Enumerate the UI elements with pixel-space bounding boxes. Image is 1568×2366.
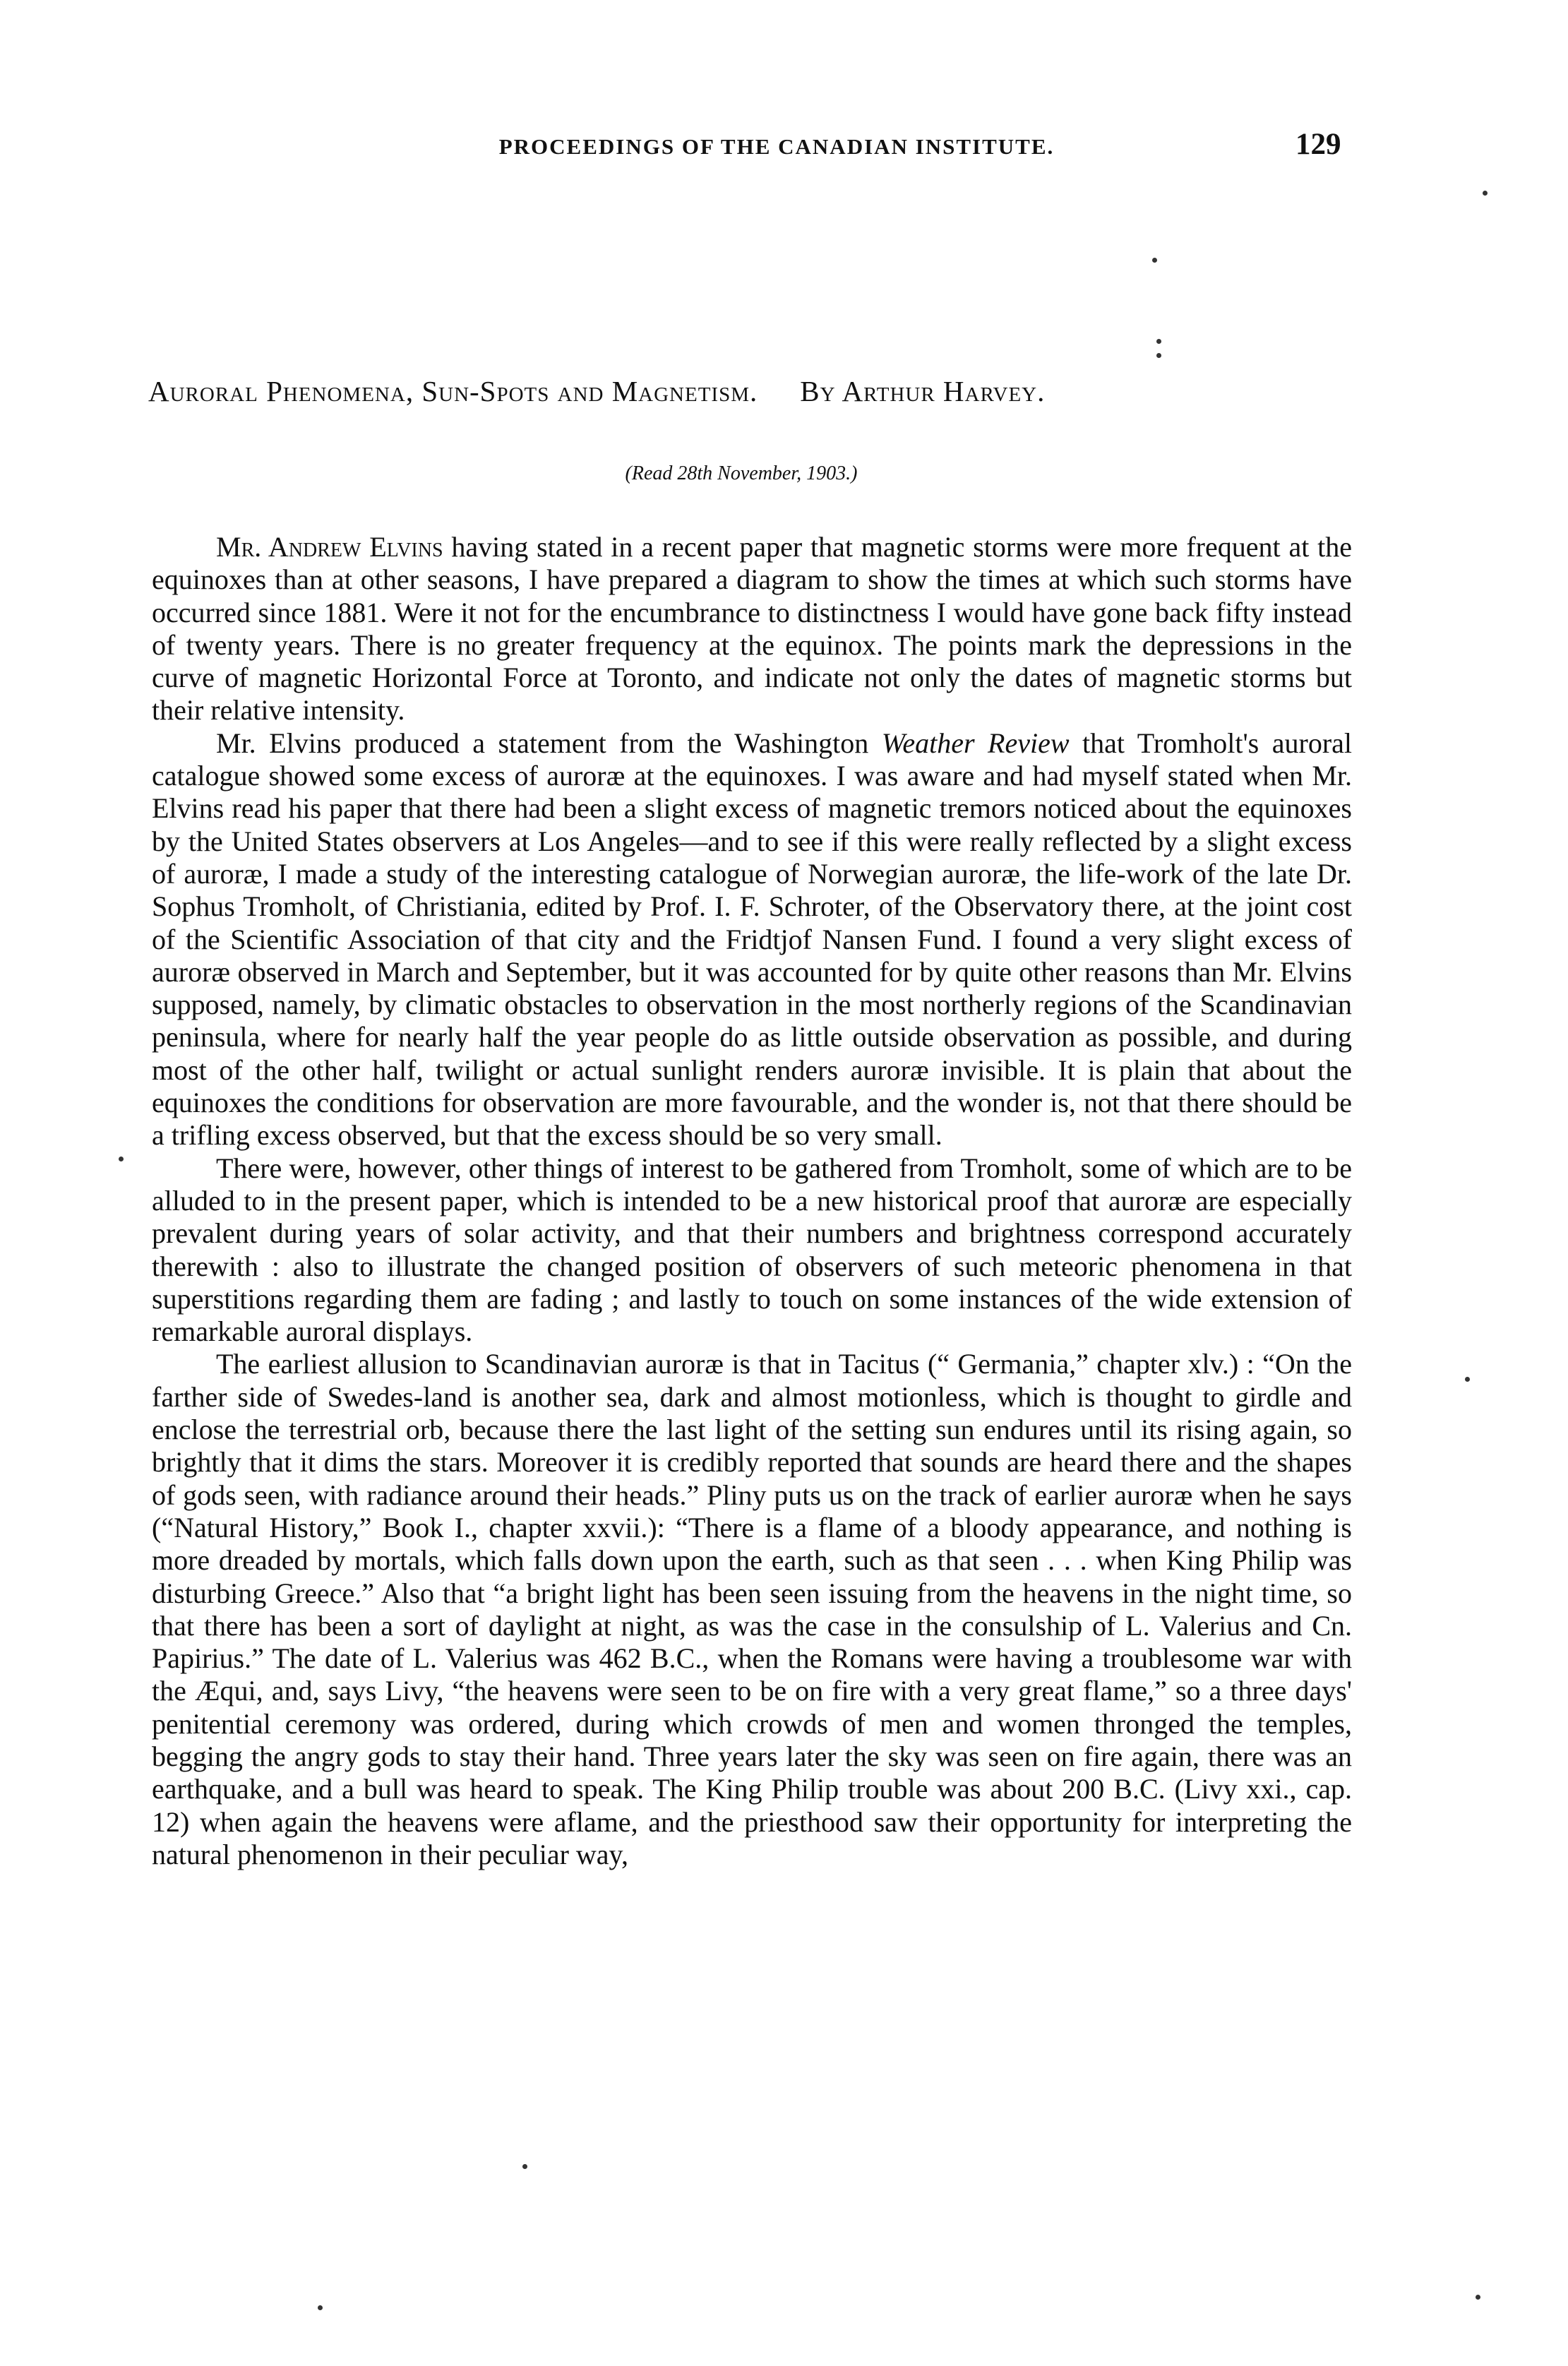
article-title: Auroral Phenomena, Sun-Spots and Magnetism. bbox=[148, 375, 758, 407]
article-body bbox=[152, 531, 1352, 1871]
page-number: 129 bbox=[1295, 128, 1341, 161]
print-speck bbox=[1156, 353, 1161, 358]
read-date: (Read 28th November, 1903.) bbox=[625, 462, 858, 484]
paragraph-1-text: having stated in a recent paper that magnetic storms were more frequent at the equinoxes than at other seasons, I have prepared a diagram to show the times at which such storms have occurred since 1881. Were it not for the encumbrance to distinctness I would have gone back fifty instead of twenty years. There is no greater frequency at the equinox. The points mark the depressions in the curve of magnetic Horizontal Force at Toronto, and indicate not only the dates of magnetic storms but their relative intensity. bbox=[152, 531, 1353, 727]
paragraph-1 bbox=[152, 531, 1352, 727]
print-speck bbox=[318, 2305, 323, 2310]
print-speck bbox=[1156, 339, 1161, 344]
print-speck bbox=[1152, 258, 1157, 263]
paragraph-3: There were, however, other things of interest to be gathered from Tromholt, some of which are to be alluded to in the present paper, which is intended to be a new historical proof that auroræ are especially prevalent during years of solar activity, and that their numbers and brightness correspond accurately therewith : also to illustrate the changed position of observers of such meteoric phenomena in that superstitions regarding them are fading ; and lastly to touch on some instances of the wide extension of remarkable auroral displays. bbox=[152, 1152, 1352, 1348]
paragraph-lead: Mr. Andrew Elvins bbox=[216, 531, 443, 563]
print-speck bbox=[1476, 2295, 1480, 2300]
article-title-line bbox=[148, 374, 1419, 408]
paragraph-2 bbox=[152, 727, 1352, 1152]
print-speck bbox=[1483, 191, 1488, 196]
paragraph-4: The earliest allusion to Scandinavian auroræ is that in Tacitus (“ Germania,” chapter xlv.) : “On the farther side of Swedes-land is another sea, dark and almost motionless, which is thought to girdle and enclose the terrestrial orb, because there the last light of the setting sun endures until its rising again, so brightly that it dims the stars. Moreover it is credibly reported that sounds are heard there and the shapes of gods seen, with radiance around their heads.” Pliny puts us on the track of earlier auroræ when he says (“Natural History,” Book I., chapter xxvii.): “There is a flame of a bloody appearance, and nothing is more dreaded by mortals, which falls down upon the earth, such as that seen . . . when King Philip was disturbing Greece.” Also that “a bright light has been seen issuing from the heavens in the night time, so that there has been a sort of daylight at night, as was the case in the consulship of L. Valerius and Cn. Papirius.” The date of L. Valerius was 462 B.C., when the Romans were having a troublesome war with the Æqui, and, says Livy, “the heavens were seen to be on fire with a very great flame,” so a three days' penitential ceremony was ordered, during which crowds of men and women thronged the temples, begging the angry gods to stay their hand. Three years later the sky was seen on fire again, there was an earthquake, and a bull was heard to speak. The King Philip trouble was about 200 B.C. (Livy xxi., cap. 12) when again the heavens were aflame, and the priesthood saw their opportunity for interpreting the natural phenomenon in their peculiar way, bbox=[152, 1348, 1352, 1870]
paragraph-2-text-b: that Tromholt's auroral catalogue showed some excess of auroræ at the equinoxes. I was aware and had myself stated when Mr. Elvins read his paper that there had been a slight excess of magnetic tremors noticed about the equinoxes by the United States observers at Los Angeles—and to see if this were really reflected by a slight excess of auroræ, I made a study of the interesting catalogue of Norwegian auroræ, the life-work of the late Dr. Sophus Tromholt, of Christiania, edited by Prof. I. F. Schroter, of the Observatory there, at the joint cost of the Scientific Association of that city and the Fridtjof Nansen Fund. I found a very slight excess of auroræ observed in March and September, but it was accounted for by quite other reasons than Mr. Elvins supposed, namely, by climatic obstacles to observation in the most northerly regions of the Scandinavian peninsula, where for nearly half the year people do as little outside observation as possible, and during most of the other half, twilight or actual sunlight renders auroræ invisible. It is plain that about the equinoxes the conditions for observation are more favourable, and the wonder is, not that there should be a trifling excess observed, but that the excess should be so very small. bbox=[152, 727, 1353, 1152]
print-speck bbox=[522, 2164, 527, 2169]
running-header: PROCEEDINGS OF THE CANADIAN INSTITUTE. bbox=[498, 134, 1055, 159]
print-speck bbox=[119, 1157, 124, 1161]
print-speck bbox=[1465, 1377, 1470, 1382]
publication-title: Weather Review bbox=[881, 727, 1070, 759]
article-byline: By Arthur Harvey. bbox=[800, 375, 1046, 407]
paragraph-2-text-a: Mr. Elvins produced a statement from the Washington bbox=[216, 727, 882, 759]
